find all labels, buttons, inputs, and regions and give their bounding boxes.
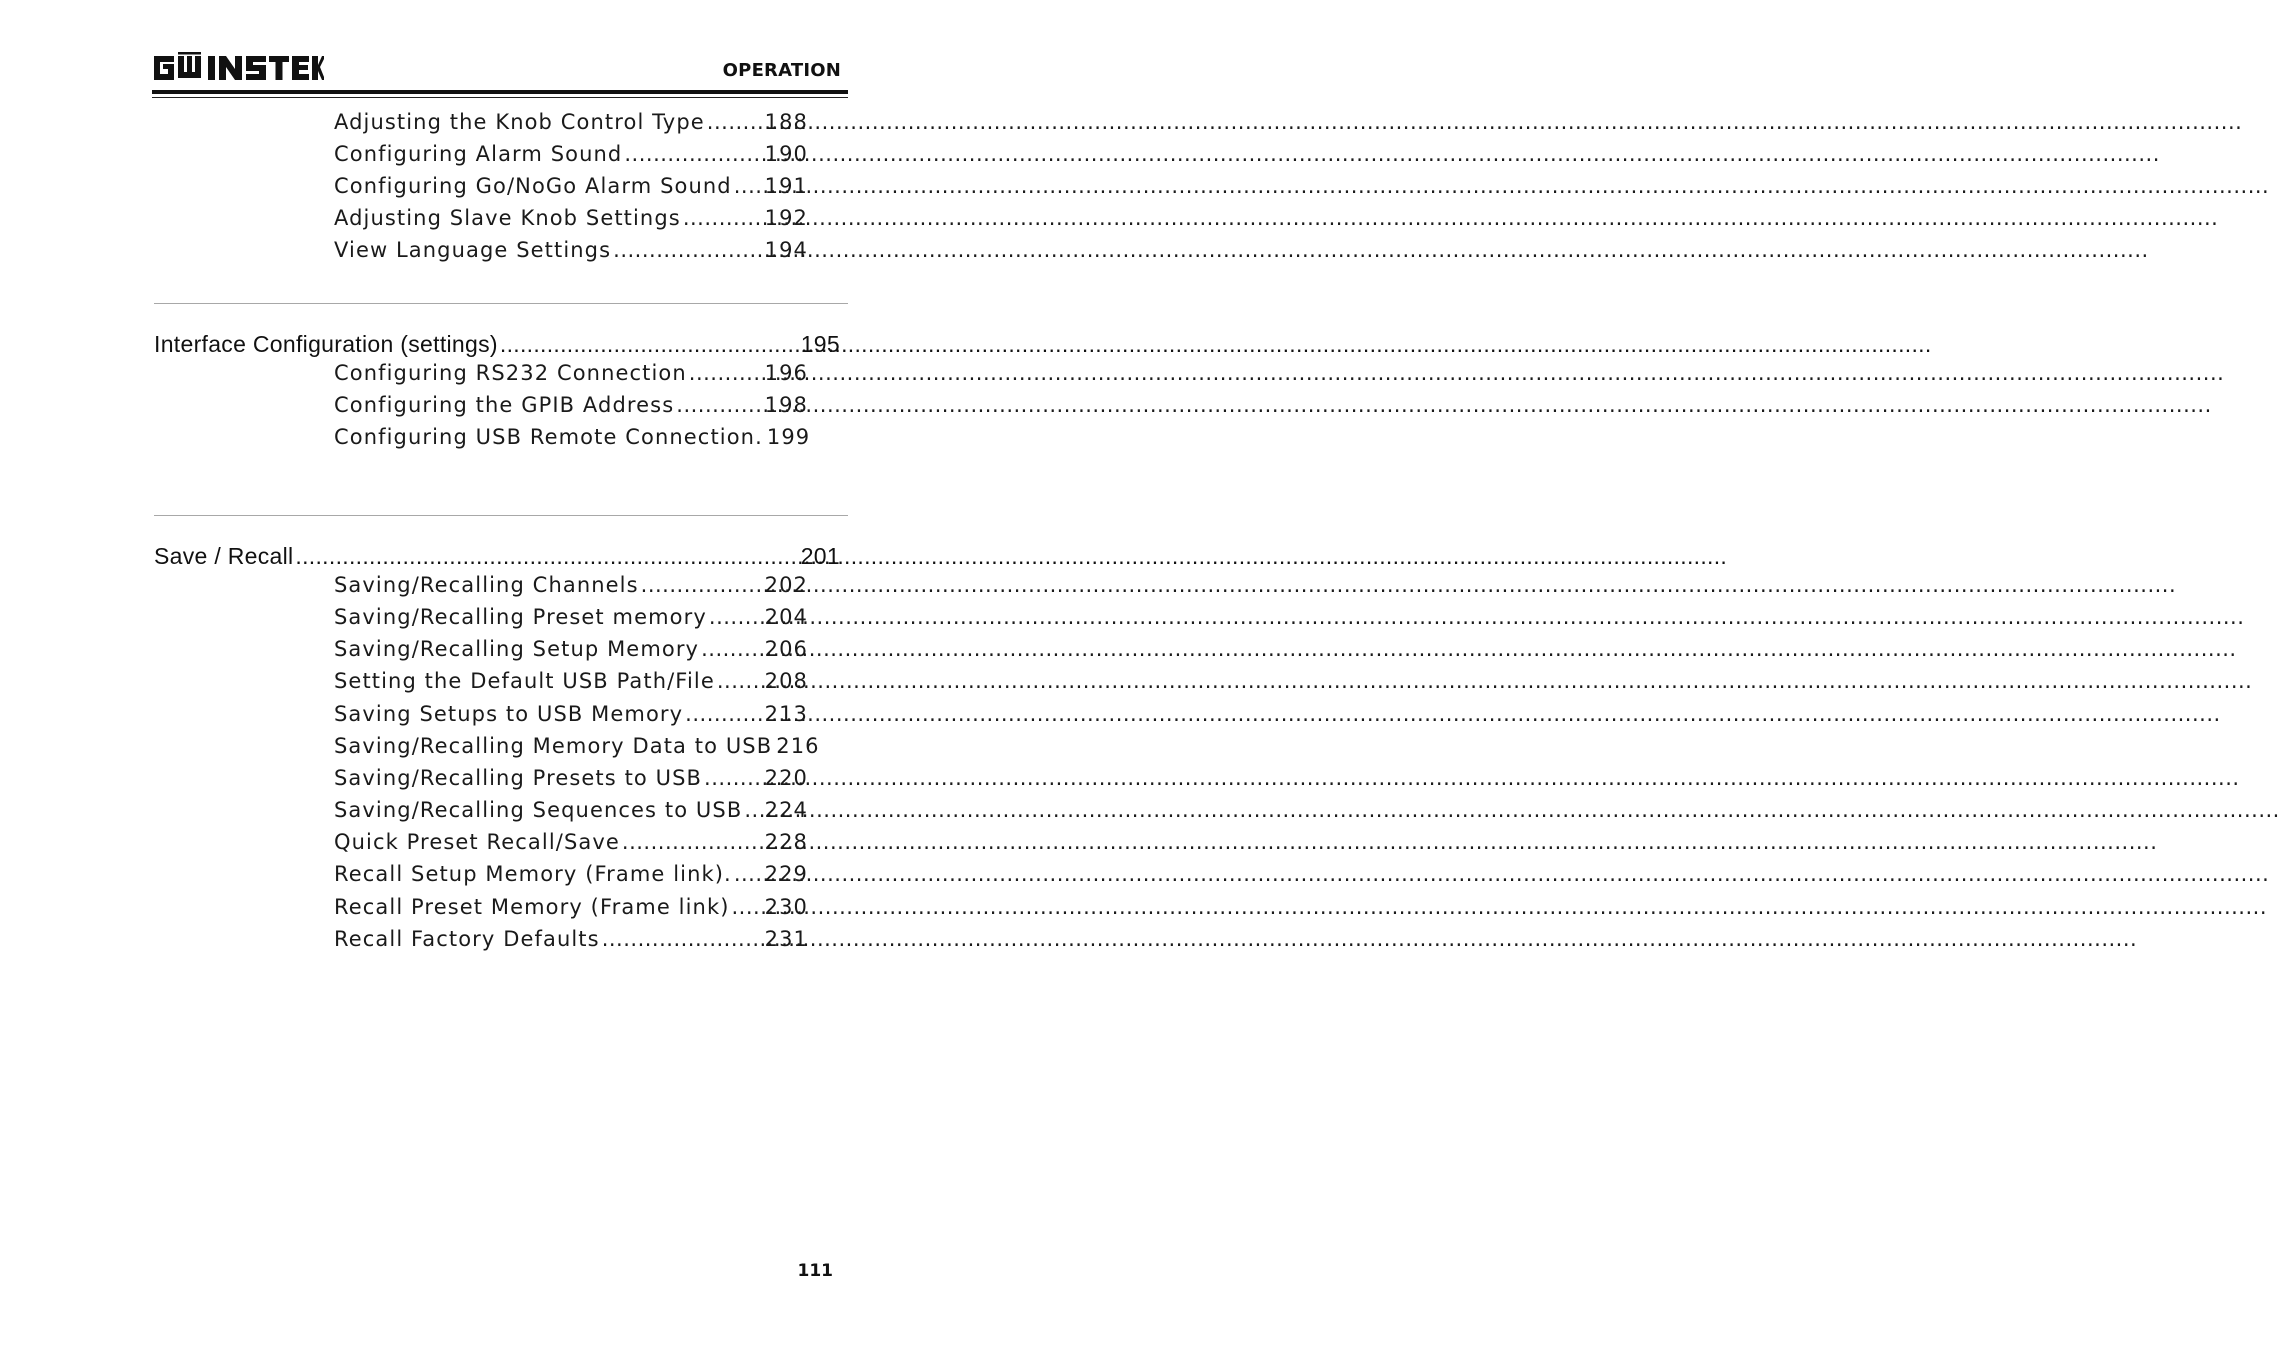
toc-heading-label: Interface Configuration (settings) <box>154 331 498 357</box>
toc-entry-label: Recall Preset Memory (Frame link) <box>334 895 730 919</box>
toc-entry[interactable] <box>334 142 808 166</box>
section-divider <box>154 515 848 516</box>
toc-entry-page: 231 <box>764 927 808 951</box>
toc-entry[interactable] <box>334 895 808 919</box>
toc-entry-label: Saving/Recalling Presets to USB <box>334 766 703 790</box>
dot-leader <box>689 361 763 385</box>
dot-leader <box>704 766 763 790</box>
dot-leader <box>641 573 763 597</box>
toc-entry-label: Saving Setups to USB Memory <box>334 702 684 726</box>
dot-leader <box>685 702 762 726</box>
toc-heading-label: Save / Recall <box>154 543 294 569</box>
dot-leader <box>613 238 762 262</box>
toc-entry-page: 202 <box>764 573 808 597</box>
toc-heading[interactable] <box>154 331 840 358</box>
toc-entry-label: Configuring RS232 Connection <box>334 361 687 385</box>
toc-entry[interactable] <box>334 798 808 822</box>
toc-entry-page: 196 <box>764 361 808 385</box>
toc-entry-label: Saving/Recalling Sequences to USB <box>334 798 743 822</box>
dot-leader <box>676 393 762 417</box>
page-number: 111 <box>797 1261 833 1281</box>
toc-entry[interactable] <box>334 206 808 230</box>
toc-entry-label: Saving/Recalling Memory Data to USB <box>334 734 773 758</box>
dot-leader <box>744 798 762 822</box>
toc-entry-label: Saving/Recalling Setup Memory <box>334 637 700 661</box>
header-rule <box>152 90 848 94</box>
dot-leader <box>624 142 762 166</box>
toc-entry-page: 190 <box>764 142 808 166</box>
toc-entry[interactable] <box>334 669 808 693</box>
toc-entry-page: 204 <box>764 605 808 629</box>
toc-entry[interactable] <box>334 702 808 726</box>
toc-entry-label: Adjusting the Knob Control Type <box>334 110 705 134</box>
toc-entry-label: Configuring Go/NoGo Alarm Sound <box>334 174 732 198</box>
toc-entry-label: Configuring Alarm Sound <box>334 142 623 166</box>
dot-leader <box>732 895 763 919</box>
toc-entry-page: 216 <box>776 734 820 758</box>
toc-entry-page: 192 <box>764 206 808 230</box>
toc-entry[interactable] <box>334 766 808 790</box>
toc-entry-label: Adjusting Slave Knob Settings <box>334 206 681 230</box>
dot-leader <box>500 331 799 358</box>
toc-entry-label: View Language Settings <box>334 238 612 262</box>
toc-entry-page: 208 <box>764 669 808 693</box>
toc-heading[interactable] <box>154 543 840 570</box>
toc-entry-label: Setting the Default USB Path/File <box>334 669 715 693</box>
toc-entry-page: 224 <box>764 798 808 822</box>
section-divider <box>154 303 848 304</box>
toc-entry-page: 220 <box>764 766 808 790</box>
toc-entry[interactable] <box>334 605 808 629</box>
toc-entry[interactable] <box>334 238 808 262</box>
header-rule-thin <box>152 97 848 98</box>
toc-entry-page: 194 <box>764 238 808 262</box>
toc-entry[interactable] <box>334 637 808 661</box>
toc-entry-label: Recall Setup Memory (Frame link). <box>334 862 732 886</box>
toc-entry-page: 188 <box>764 110 808 134</box>
dot-leader <box>701 637 763 661</box>
toc-entry[interactable] <box>334 174 808 198</box>
toc-entry[interactable] <box>334 110 808 134</box>
dot-leader <box>295 543 798 570</box>
dot-leader <box>602 927 763 951</box>
toc-entry-page: 213 <box>764 702 808 726</box>
toc-entry-page: 199 <box>766 425 811 449</box>
toc-entry[interactable] <box>334 830 808 854</box>
toc-entry-label: Saving/Recalling Channels <box>334 573 639 597</box>
toc-entry[interactable] <box>334 425 811 449</box>
toc-heading-page: 201 <box>800 543 840 569</box>
toc-entry[interactable] <box>334 393 808 417</box>
toc-entry[interactable] <box>334 927 808 951</box>
dot-leader <box>717 669 763 693</box>
toc-entry[interactable] <box>334 573 808 597</box>
section-label: OPERATION <box>722 60 841 81</box>
toc-entry[interactable] <box>334 734 820 758</box>
toc-entry-page: 229 <box>764 862 808 886</box>
toc-entry-label: Recall Factory Defaults <box>334 927 600 951</box>
toc-entry[interactable] <box>334 862 808 886</box>
toc-entry-page: 198 <box>764 393 808 417</box>
toc-heading-page: 195 <box>800 331 840 357</box>
toc-entry-page: 230 <box>764 895 808 919</box>
toc-entry-label: Saving/Recalling Preset memory <box>334 605 707 629</box>
dot-leader <box>622 830 763 854</box>
gw-instek-logo <box>152 52 324 84</box>
dot-leader <box>734 174 763 198</box>
dot-leader <box>709 605 763 629</box>
toc-entry-page: 206 <box>764 637 808 661</box>
toc-entry-label: Configuring the GPIB Address <box>334 393 675 417</box>
toc-entry-page: 191 <box>764 174 808 198</box>
toc-entry-label: Quick Preset Recall/Save <box>334 830 620 854</box>
toc-entry-label: Configuring USB Remote Connection. <box>334 425 763 449</box>
toc-entry[interactable] <box>334 361 808 385</box>
dot-leader <box>683 206 763 230</box>
toc-entry-page: 228 <box>764 830 808 854</box>
dot-leader <box>707 110 763 134</box>
dot-leader <box>734 862 763 886</box>
